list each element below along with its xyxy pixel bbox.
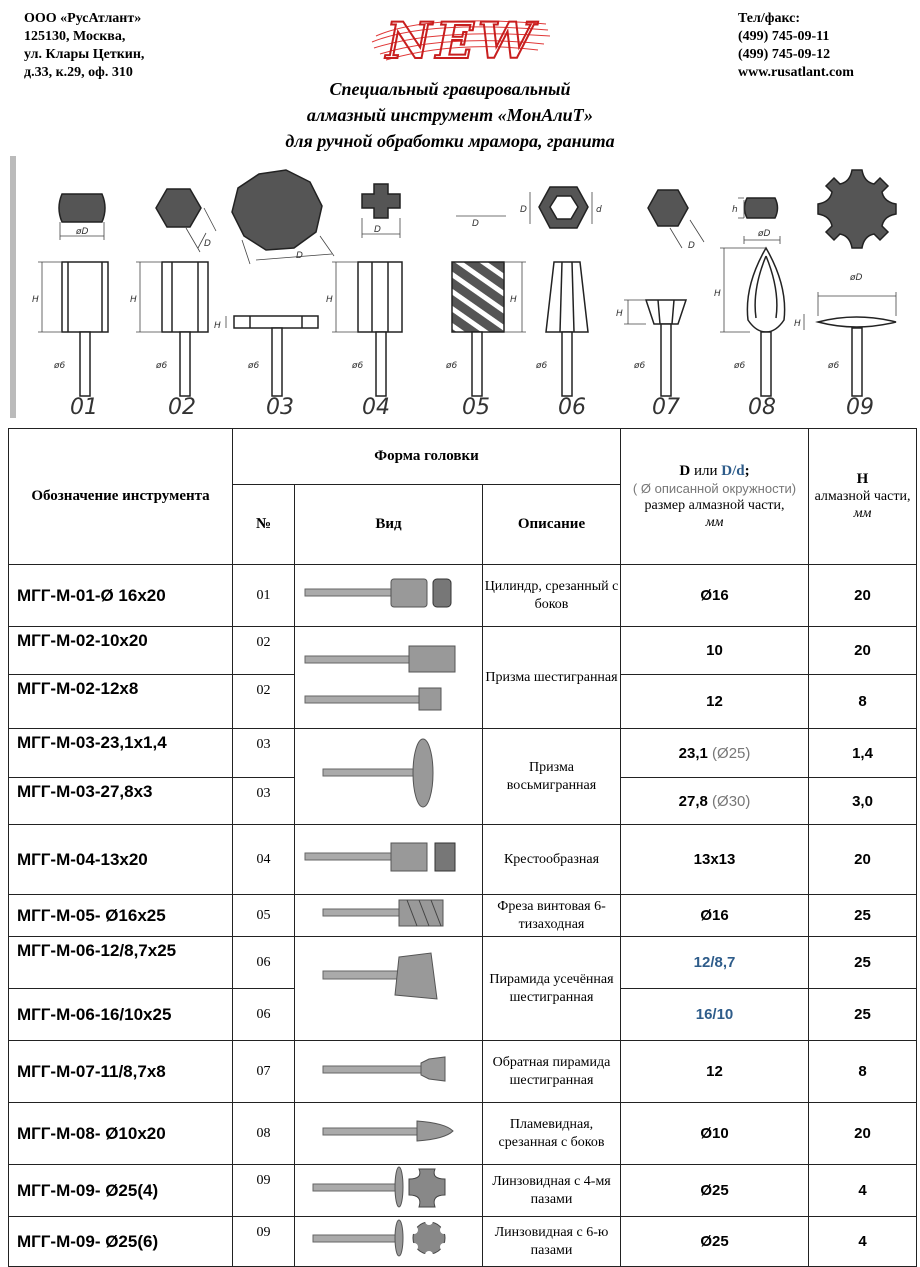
svg-text:øD: øD xyxy=(76,227,89,237)
row-d: Ø10 xyxy=(621,1103,809,1165)
row-number: 02 xyxy=(233,675,295,729)
diagram-label: 08 xyxy=(748,395,776,418)
title-line-1: Специальный гравировальный xyxy=(329,79,571,99)
svg-text:H: H xyxy=(616,309,623,319)
table-row xyxy=(9,565,917,627)
row-d: 10 xyxy=(621,627,809,675)
row-d: Ø25 xyxy=(621,1165,809,1217)
header-d-size: D или D/d; ( Ø описанной окружности) размер алмазной части, мм xyxy=(621,429,809,565)
tool-photo-03 xyxy=(295,729,483,825)
row-h: 25 xyxy=(809,989,917,1041)
header-view: Вид xyxy=(295,485,483,565)
table-row xyxy=(9,627,917,675)
svg-text:ø6: ø6 xyxy=(248,361,260,371)
row-code: МГГ-М-06-16/10x25 xyxy=(9,989,233,1041)
row-h: 4 xyxy=(809,1217,917,1267)
row-code: МГГ-М-07-11/8,7x8 xyxy=(9,1041,233,1103)
row-code: МГГ-М-03-27,8x3 xyxy=(9,778,233,825)
phone-2: (499) 745-09-12 xyxy=(738,47,831,62)
header-h: H алмазной части, мм xyxy=(809,429,917,565)
page-title xyxy=(200,76,700,154)
diagram-label: 09 xyxy=(846,395,874,418)
row-code: МГГ-М-09- Ø25(4) xyxy=(9,1165,233,1217)
contact-label: Тел/факс: xyxy=(738,11,801,26)
company-block xyxy=(24,10,144,82)
row-code: МГГ-М-04-13x20 xyxy=(9,825,233,895)
row-number: 09 xyxy=(233,1165,295,1217)
address-line-2: ул. Клары Цеткин, xyxy=(24,47,145,62)
row-d: 12 xyxy=(621,1041,809,1103)
row-description: Призма восьмигранная xyxy=(483,729,621,825)
svg-text:H: H xyxy=(714,289,721,299)
diagram-label: 04 xyxy=(362,395,390,418)
table-row xyxy=(9,1103,917,1165)
header-head-shape: Форма головки xyxy=(233,429,621,485)
row-number: 06 xyxy=(233,937,295,989)
row-code: МГГ-М-09- Ø25(6) xyxy=(9,1217,233,1267)
table-row xyxy=(9,825,917,895)
table-row xyxy=(9,895,917,937)
tool-photo-07 xyxy=(295,1041,483,1103)
row-number: 07 xyxy=(233,1041,295,1103)
row-h: 8 xyxy=(809,675,917,729)
svg-text:H: H xyxy=(510,295,517,305)
svg-text:H: H xyxy=(130,295,137,305)
row-number: 08 xyxy=(233,1103,295,1165)
row-number: 06 xyxy=(233,989,295,1041)
row-number: 02 xyxy=(233,627,295,675)
address-line-3: д.33, к.29, оф. 310 xyxy=(24,65,133,80)
row-code: МГГ-М-01-Ø 16x20 xyxy=(9,565,233,627)
svg-text:D: D xyxy=(472,219,479,229)
tool-photo-08 xyxy=(295,1103,483,1165)
svg-text:ø6: ø6 xyxy=(352,361,364,371)
svg-text:NEW: NEW xyxy=(386,11,538,70)
svg-text:D: D xyxy=(688,241,695,251)
diagram-label: 01 xyxy=(70,395,98,418)
row-number: 01 xyxy=(233,565,295,627)
row-number: 09 xyxy=(233,1217,295,1267)
svg-text:ø6: ø6 xyxy=(54,361,66,371)
row-code: МГГ-М-02-12x8 xyxy=(9,675,233,729)
svg-text:D: D xyxy=(296,251,303,261)
svg-text:h: h xyxy=(732,205,738,215)
phone-1: (499) 745-09-11 xyxy=(738,29,830,44)
row-h: 3,0 xyxy=(809,778,917,825)
row-description: Цилиндр, срезанный с боков xyxy=(483,565,621,627)
svg-text:ø6: ø6 xyxy=(634,361,646,371)
row-description: Пирамида усечённая шестигранная xyxy=(483,937,621,1041)
row-h: 20 xyxy=(809,627,917,675)
svg-text:d: d xyxy=(596,205,602,215)
row-code: МГГ-М-08- Ø10x20 xyxy=(9,1103,233,1165)
row-d: 27,8 (Ø30) xyxy=(621,778,809,825)
table-row xyxy=(9,1217,917,1267)
row-h: 20 xyxy=(809,825,917,895)
svg-text:D: D xyxy=(204,239,211,249)
row-d: 12 xyxy=(621,675,809,729)
svg-text:øD: øD xyxy=(758,229,771,239)
row-number: 04 xyxy=(233,825,295,895)
row-h: 20 xyxy=(809,565,917,627)
title-line-3: для ручной обработки мрамора, гранита xyxy=(285,131,615,151)
row-number: 03 xyxy=(233,729,295,778)
header-description: Описание xyxy=(483,485,621,565)
svg-text:ø6: ø6 xyxy=(536,361,548,371)
tool-photo-09a xyxy=(295,1165,483,1217)
svg-text:H: H xyxy=(32,295,39,305)
row-code: МГГ-М-03-23,1x1,4 xyxy=(9,729,233,778)
row-h: 4 xyxy=(809,1165,917,1217)
row-description: Фреза винтовая 6-тизаходная xyxy=(483,895,621,937)
row-h: 25 xyxy=(809,895,917,937)
diagram-label: 07 xyxy=(652,395,680,418)
svg-text:ø6: ø6 xyxy=(446,361,458,371)
header-designation: Обозначение инструмента xyxy=(9,429,233,565)
svg-text:øD: øD xyxy=(850,273,863,283)
contact-block xyxy=(738,10,854,82)
tool-photo-01 xyxy=(295,565,483,627)
svg-text:H: H xyxy=(214,321,221,331)
row-h: 20 xyxy=(809,1103,917,1165)
new-logo xyxy=(366,6,556,75)
title-line-2: алмазный инструмент «МонАлиТ» xyxy=(306,105,594,125)
row-description: Призма шестигранная xyxy=(483,627,621,729)
row-h: 8 xyxy=(809,1041,917,1103)
svg-text:ø6: ø6 xyxy=(734,361,746,371)
tools-table xyxy=(8,428,917,1267)
row-d: Ø16 xyxy=(621,895,809,937)
tool-photo-09b xyxy=(295,1217,483,1267)
diagram-label: 02 xyxy=(168,395,196,418)
row-description: Крестообразная xyxy=(483,825,621,895)
row-h: 1,4 xyxy=(809,729,917,778)
row-description: Линзовидная с 6-ю пазами xyxy=(483,1217,621,1267)
tool-shapes-diagram xyxy=(10,156,902,418)
table-row xyxy=(9,729,917,778)
row-number: 03 xyxy=(233,778,295,825)
tool-photo-05 xyxy=(295,895,483,937)
svg-text:H: H xyxy=(794,319,801,329)
tool-photo-04 xyxy=(295,825,483,895)
svg-text:D: D xyxy=(374,225,381,235)
svg-text:D: D xyxy=(520,205,527,215)
website[interactable]: www.rusatlant.com xyxy=(738,65,854,80)
header-no: № xyxy=(233,485,295,565)
row-d: 23,1 (Ø25) xyxy=(621,729,809,778)
svg-text:ø6: ø6 xyxy=(828,361,840,371)
row-number: 05 xyxy=(233,895,295,937)
table-row xyxy=(9,1165,917,1217)
row-d: 16/10 xyxy=(621,989,809,1041)
table-row xyxy=(9,937,917,989)
table-row xyxy=(9,1041,917,1103)
row-code: МГГ-М-06-12/8,7x25 xyxy=(9,937,233,989)
company-name: ООО «РусАтлант» xyxy=(24,11,142,26)
svg-text:H: H xyxy=(326,295,333,305)
row-d: Ø16 xyxy=(621,565,809,627)
row-d: 13x13 xyxy=(621,825,809,895)
diagram-label: 06 xyxy=(558,395,586,418)
row-description: Линзовидная с 4-мя пазами xyxy=(483,1165,621,1217)
row-h: 25 xyxy=(809,937,917,989)
tool-photo-02 xyxy=(295,627,483,729)
address-line-1: 125130, Москва, xyxy=(24,29,126,44)
diagram-label: 05 xyxy=(462,395,490,418)
diagram-label: 03 xyxy=(266,395,294,418)
row-d: 12/8,7 xyxy=(621,937,809,989)
svg-text:ø6: ø6 xyxy=(156,361,168,371)
tool-photo-06 xyxy=(295,937,483,1041)
row-d: Ø25 xyxy=(621,1217,809,1267)
row-description: Пламевидная, срезанная с боков xyxy=(483,1103,621,1165)
row-code: МГГ-М-02-10x20 xyxy=(9,627,233,675)
row-description: Обратная пирамида шестигранная xyxy=(483,1041,621,1103)
row-code: МГГ-М-05- Ø16x25 xyxy=(9,895,233,937)
